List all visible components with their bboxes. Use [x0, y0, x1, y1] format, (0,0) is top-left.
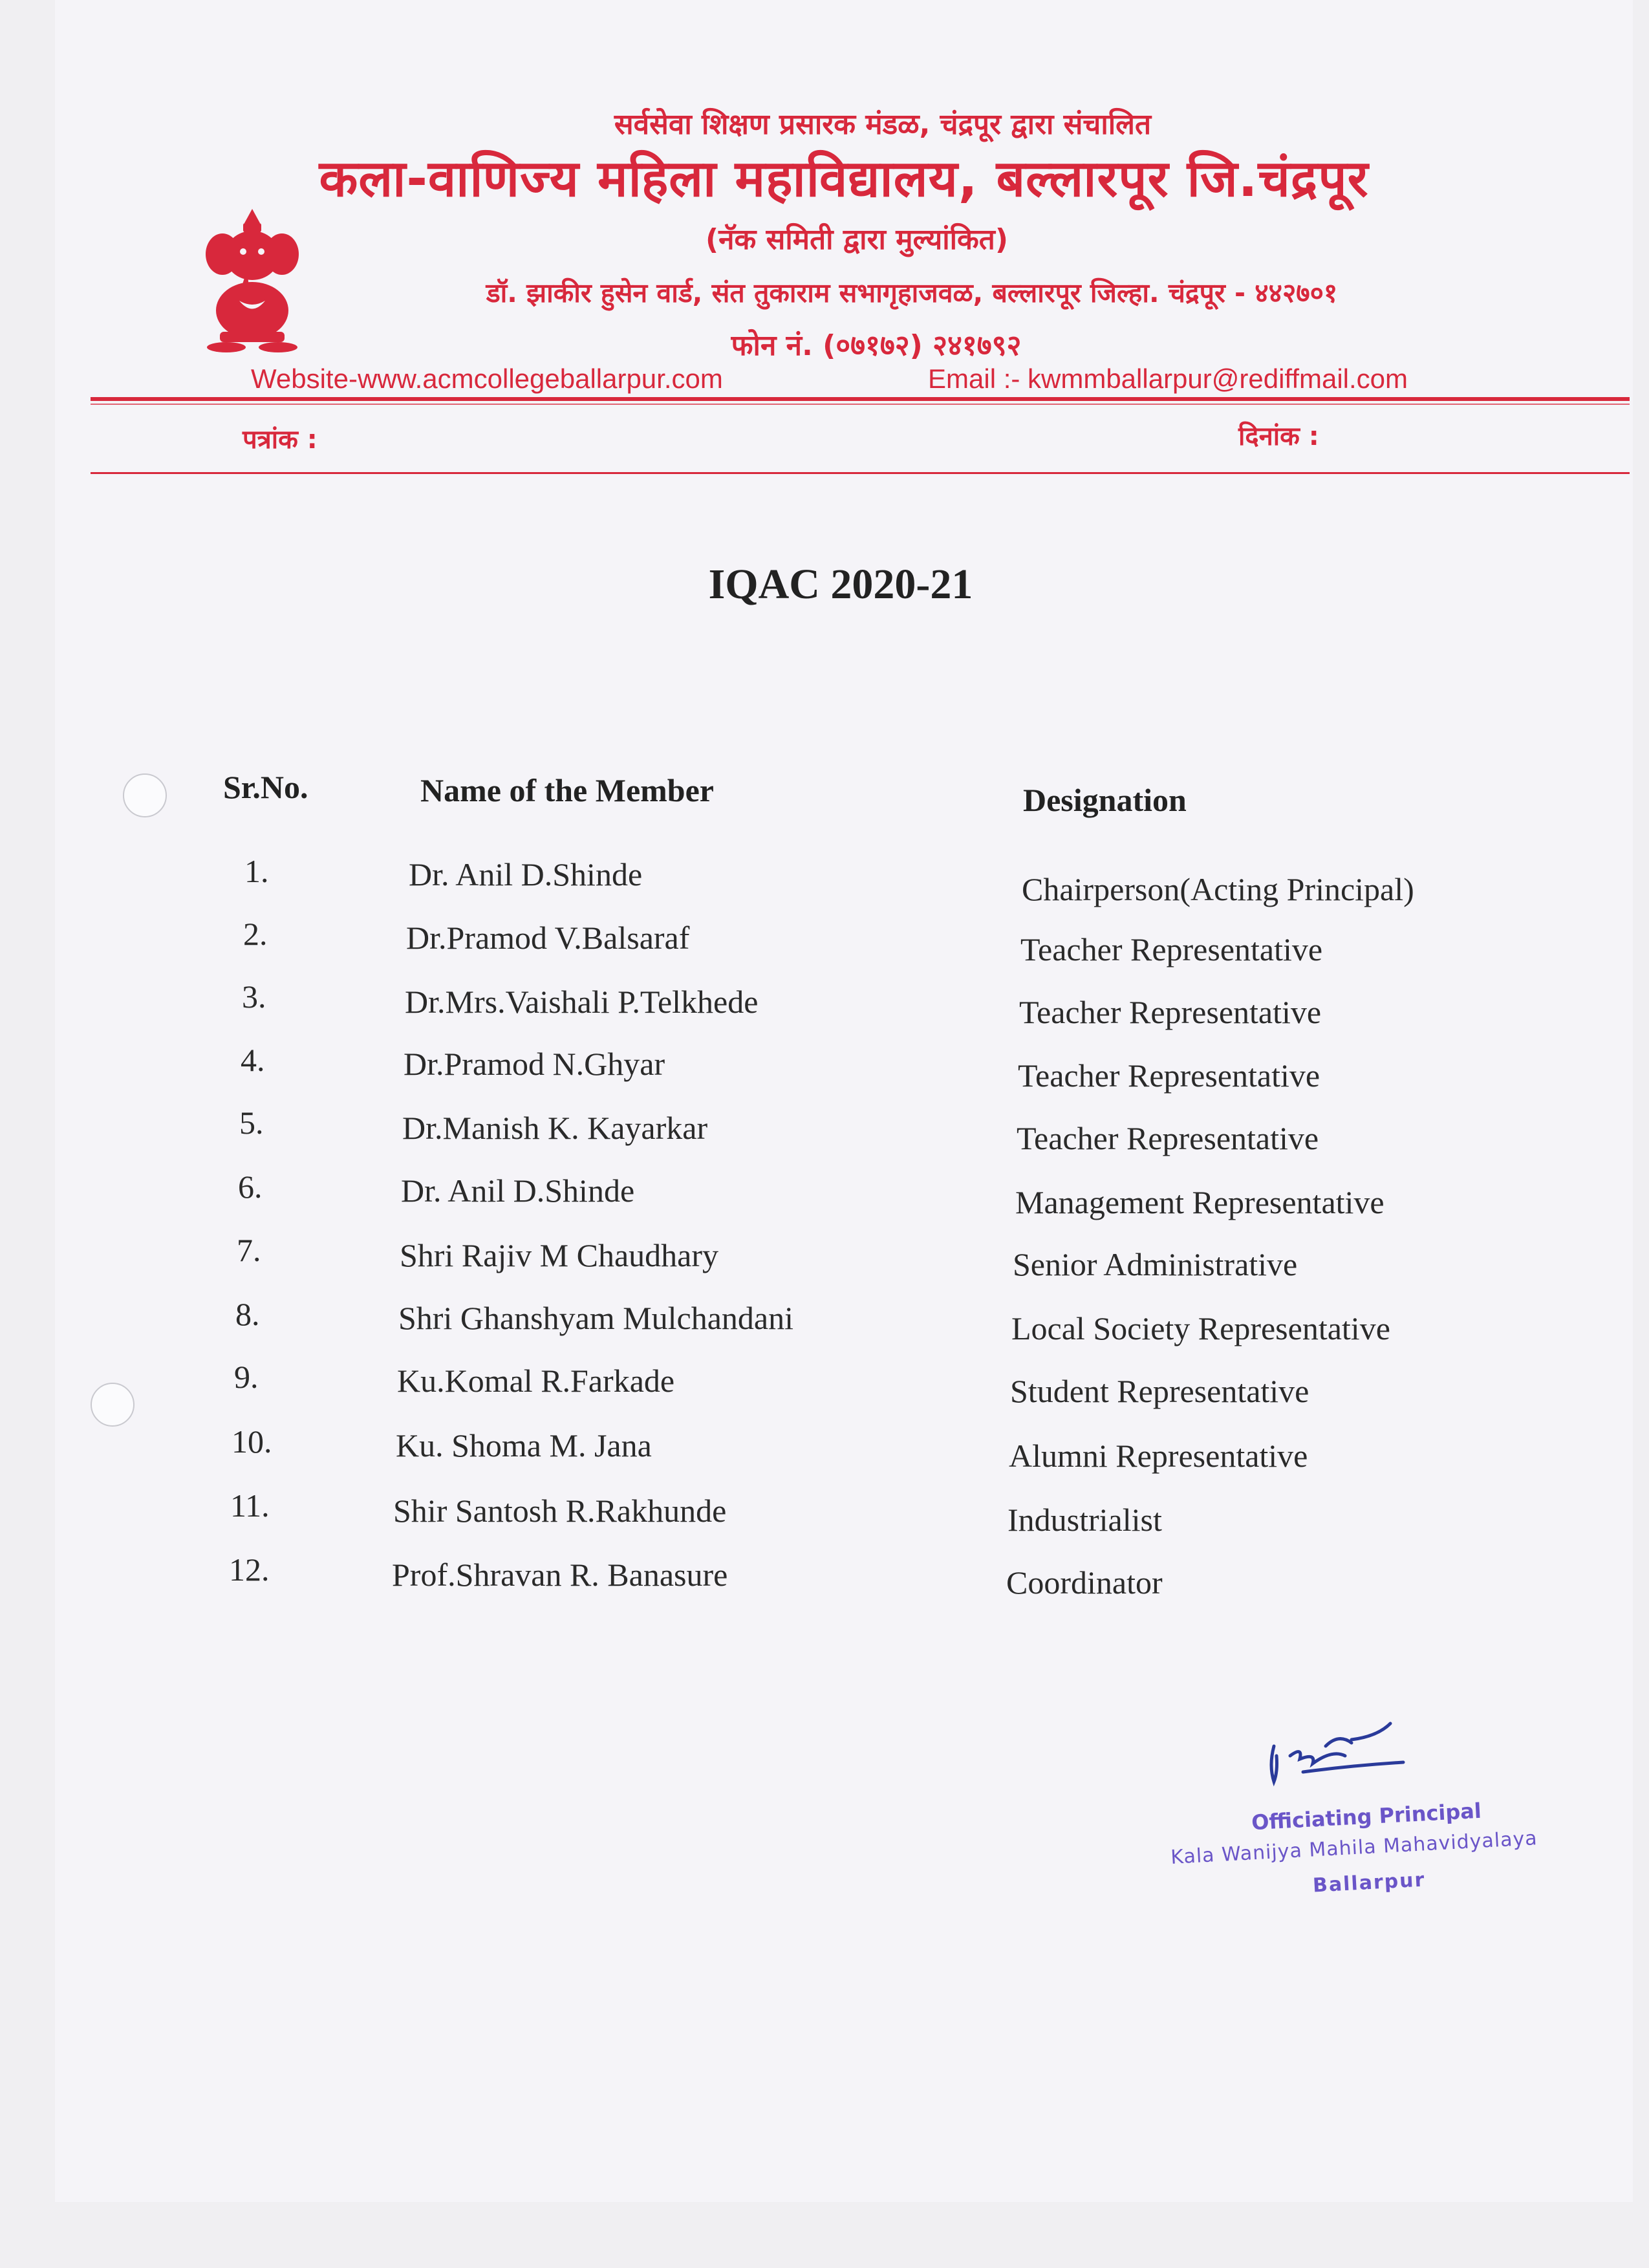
date-label: दिनांक : — [1238, 422, 1319, 451]
college-name: कला-वाणिज्य महिला महाविद्यालय, बल्लारपूर जि.चंद्रपूर — [319, 150, 1369, 208]
member-name: Dr. Anil D.Shinde — [409, 856, 643, 892]
reference-label: पत्रांक : — [242, 425, 318, 455]
table-row — [0, 1104, 1649, 1156]
member-designation: Management Representative — [1015, 1184, 1385, 1220]
member-sr: 8. — [235, 1296, 260, 1332]
subheader-divider — [91, 472, 1630, 474]
member-designation: Student Representative — [1010, 1373, 1310, 1409]
member-designation: Teacher Representative — [1019, 994, 1322, 1030]
member-designation: Coordinator — [1006, 1564, 1163, 1601]
accreditation-line: (नॅक समिती द्वारा मुल्यांकित) — [705, 223, 1008, 256]
column-header-name: Name of the Member — [420, 772, 714, 808]
member-designation: Chairperson(Acting Principal) — [1022, 871, 1414, 907]
member-designation: Teacher Representative — [1018, 1057, 1320, 1094]
member-name: Dr.Pramod V.Balsaraf — [406, 920, 690, 956]
table-row — [0, 1168, 1649, 1220]
member-designation: Local Society Representative — [1011, 1310, 1390, 1346]
member-sr: 9. — [234, 1359, 259, 1395]
member-sr: 12. — [229, 1551, 270, 1588]
college-phone: फोन नं. (०७१७२) २४१७९२ — [731, 329, 1022, 362]
table-row — [0, 1487, 1649, 1539]
table-row — [0, 1041, 1649, 1093]
column-header-sr-no: Sr.No. — [223, 769, 308, 805]
member-sr: 2. — [243, 916, 268, 952]
member-name: Ku. Shoma M. Jana — [396, 1427, 652, 1463]
member-sr: 11. — [230, 1487, 270, 1524]
ganesha-logo-icon — [200, 204, 304, 352]
table-row — [0, 1551, 1649, 1603]
table-row — [0, 978, 1649, 1030]
member-name: Dr. Anil D.Shinde — [401, 1172, 635, 1209]
member-name: Dr.Manish K. Kayarkar — [402, 1110, 708, 1146]
punch-hole — [91, 1383, 135, 1427]
header-divider — [91, 397, 1630, 401]
society-line: सर्वसेवा शिक्षण प्रसारक मंडळ, चंद्रपूर द्वारा संचालित — [614, 108, 1152, 141]
stamp-title: Officiating Principal — [1251, 1798, 1482, 1835]
document-title: IQAC 2020-21 — [708, 561, 973, 608]
stamp-college: Kala Wanijya Mahila Mahavidyalaya — [1170, 1827, 1538, 1869]
member-name: Shri Ghanshyam Mulchandani — [398, 1300, 794, 1336]
member-designation: Senior Administrative — [1013, 1246, 1298, 1282]
member-sr: 7. — [237, 1232, 261, 1268]
member-sr: 5. — [239, 1105, 264, 1141]
member-name: Prof.Shravan R. Banasure — [392, 1557, 728, 1593]
column-header-designation: Designation — [1023, 782, 1187, 818]
member-sr: 10. — [232, 1423, 272, 1460]
member-sr: 4. — [241, 1042, 265, 1078]
table-row — [0, 1423, 1649, 1474]
signature-icon — [1255, 1711, 1449, 1795]
member-designation: Industrialist — [1008, 1502, 1162, 1538]
college-address: डॉ. झाकीर हुसेन वार्ड, संत तुकाराम सभागृहाजवळ, बल्लारपूर जिल्हा. चंद्रपूर - ४४२७०१ — [486, 277, 1338, 308]
table-row — [0, 915, 1649, 967]
table-row — [0, 852, 1649, 907]
member-designation: Teacher Representative — [1017, 1120, 1319, 1156]
member-designation: Alumni Representative — [1009, 1438, 1308, 1474]
email-link[interactable]: Email :- kwmmballarpur@rediffmail.com — [928, 363, 1408, 394]
member-sr: 6. — [238, 1169, 263, 1205]
member-name: Shri Rajiv M Chaudhary — [400, 1237, 719, 1273]
member-sr: 3. — [242, 978, 266, 1015]
member-name: Shir Santosh R.Rakhunde — [393, 1493, 727, 1529]
punch-hole — [123, 773, 167, 817]
member-name: Ku.Komal R.Farkade — [397, 1363, 675, 1399]
table-row — [0, 1358, 1649, 1410]
table-row — [0, 1295, 1649, 1347]
stamp-city: Ballarpur — [1312, 1868, 1427, 1897]
member-sr: 1. — [244, 853, 269, 889]
member-name: Dr.Pramod N.Ghyar — [404, 1046, 665, 1082]
member-name: Dr.Mrs.Vaishali P.Telkhede — [405, 984, 759, 1020]
website-link[interactable]: Website-www.acmcollegeballarpur.com — [251, 363, 723, 394]
table-row — [0, 1231, 1649, 1283]
member-designation: Teacher Representative — [1020, 931, 1323, 967]
header-divider-thin — [91, 404, 1630, 405]
